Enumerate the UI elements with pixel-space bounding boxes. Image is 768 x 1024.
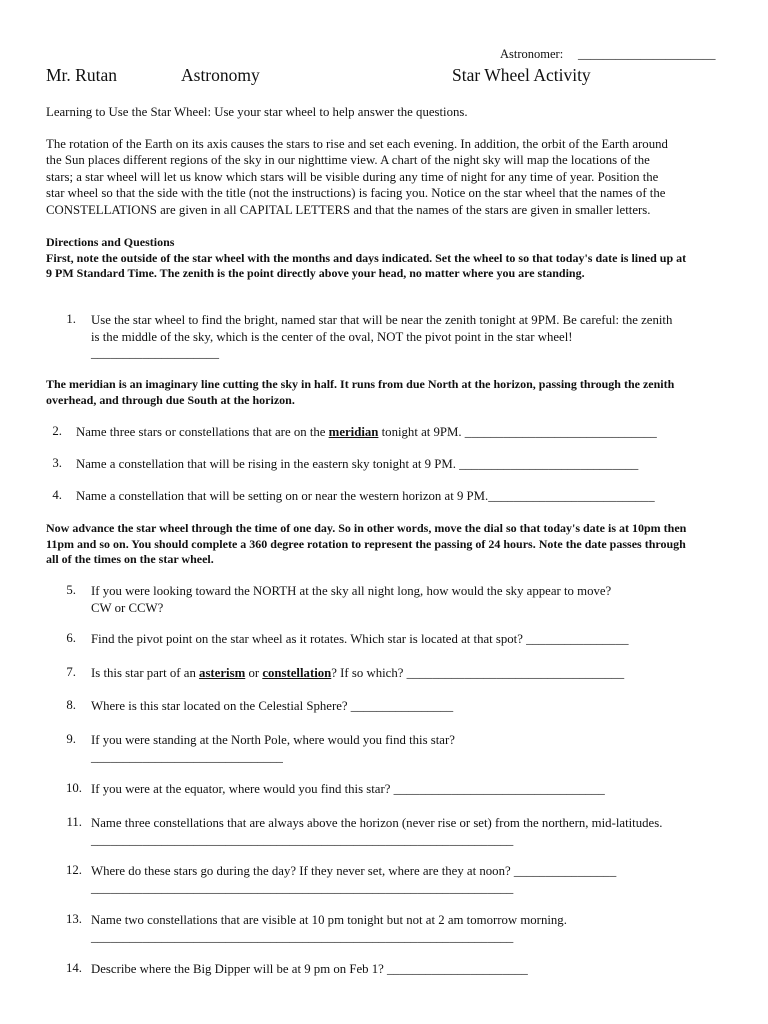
note-line: all of the times on the star wheel.: [46, 552, 214, 566]
question-6[interactable]: Find the pivot point on the star wheel as it rotates. Which star is located at that spot? ________________: [91, 632, 629, 646]
question-text-answer-blank[interactable]: Where do these stars go during the day? If they never set, where are they at noon? ________________: [91, 864, 617, 878]
constellation-term: constellation: [262, 666, 332, 680]
question-11: [91, 815, 662, 848]
intro-line: star wheel so that the side with the title (not the instructions) is facing you. Notice on the star wheel that the names of the: [46, 186, 666, 201]
meridian-note: [46, 377, 746, 408]
intro-paragraph: [46, 136, 746, 218]
question-14[interactable]: Describe where the Big Dipper will be at 9 pm on Feb 1? ______________________: [91, 962, 528, 976]
asterism-term: asterism: [199, 666, 246, 680]
question-number: 13.: [66, 912, 82, 926]
question-7: [91, 665, 624, 682]
question-1: [91, 312, 672, 362]
question-number: 14.: [66, 961, 82, 975]
question-4[interactable]: Name a constellation that will be setting on or near the western horizon at 9 PM.__________________________: [76, 489, 655, 503]
question-number: 5.: [66, 583, 76, 597]
advance-note: [46, 521, 746, 568]
question-3[interactable]: Name a constellation that will be rising in the eastern sky tonight at 9 PM. ____________________________: [76, 457, 639, 471]
note-line: 11pm and so on. You should complete a 360 degree rotation to represent the passing of 24 hours. Note the date passes through: [46, 536, 686, 551]
question-number: 7.: [66, 665, 76, 679]
question-number: 9.: [66, 732, 76, 746]
activity-title: Star Wheel Activity: [452, 65, 591, 85]
meridian-term: meridian: [328, 425, 379, 439]
question-number: 10.: [66, 781, 82, 795]
note-line: overhead, and through due South at the horizon.: [46, 392, 295, 407]
question-number: 1.: [66, 312, 76, 326]
question-8[interactable]: Where is this star located on the Celestial Sphere? ________________: [91, 699, 454, 713]
answer-blank[interactable]: ____________________: [91, 346, 219, 360]
directions-line: 9 PM Standard Time. The zenith is the point directly above your head, no matter where you are standing.: [46, 266, 585, 280]
question-text: is the middle of the sky, which is the center of the oval, NOT the pivot point in the star wheel!: [91, 329, 573, 344]
answer-blank[interactable]: ______________________________: [91, 749, 283, 764]
question-13: [91, 912, 567, 945]
note-line: Now advance the star wheel through the time of one day. So in other words, move the dial so that today's date is at 10pm then: [46, 521, 687, 535]
question-number: 8.: [66, 698, 76, 712]
question-5: [91, 583, 611, 616]
question-9: [91, 732, 455, 765]
question-number: 4.: [52, 488, 62, 502]
astronomer-label: Astronomer:: [500, 47, 564, 61]
question-text-answer-blank[interactable]: ? If so which? __________________________________: [331, 666, 625, 680]
question-text: If you were looking toward the NORTH at the sky all night long, how would the sky appear to move?: [91, 584, 612, 598]
question-10[interactable]: If you were at the equator, where would you find this star? _________________________________: [91, 782, 605, 796]
answer-blank[interactable]: __________________________________________________________________: [91, 929, 514, 944]
question-text: or: [245, 666, 263, 680]
answer-blank[interactable]: __________________________________________________________________: [91, 880, 514, 895]
question-number: 6.: [66, 631, 76, 645]
question-text: Name three stars or constellations that are on the: [76, 425, 329, 439]
directions-heading: Directions and Questions: [46, 235, 175, 249]
intro-line: CONSTELLATIONS are given in all CAPITAL LETTERS and that the names of the stars are given in smaller letters.: [46, 202, 651, 217]
question-text-answer-blank[interactable]: tonight at 9PM. ______________________________: [378, 425, 657, 439]
question-12: [91, 863, 616, 896]
teacher-name: Mr. Rutan: [46, 65, 117, 85]
subject-title: Astronomy: [181, 65, 260, 85]
intro-line: stars; a star wheel will let us know which stars will be visible during any time of night for any time of year. Position the: [46, 169, 659, 184]
question-number: 3.: [52, 456, 62, 470]
intro-line: The rotation of the Earth on its axis causes the stars to rise and set each evening. In addition, the orbit of the Earth around: [46, 137, 668, 151]
question-number: 11.: [66, 815, 82, 829]
question-text: If you were standing at the North Pole, where would you find this star?: [91, 733, 455, 747]
astronomer-name-blank[interactable]: ______________________: [578, 47, 716, 61]
directions-block: [46, 235, 746, 282]
note-line: The meridian is an imaginary line cutting the sky in half. It runs from due North at the horizon, passing through the zenith: [46, 377, 675, 391]
question-2: [76, 424, 657, 441]
question-text: Name three constellations that are always above the horizon (never rise or set) from the northern, mid-latitudes.: [91, 816, 663, 830]
learning-line: Learning to Use the Star Wheel: Use your star wheel to help answer the questions.: [46, 105, 468, 119]
question-text: Name two constellations that are visible at 10 pm tonight but not at 2 am tomorrow morning.: [91, 913, 567, 927]
question-number: 2.: [52, 424, 62, 438]
intro-line: the Sun places different regions of the sky in our nighttime view. A chart of the night sky will map the locations of the: [46, 153, 650, 168]
directions-line: First, note the outside of the star wheel with the months and days indicated. Set the wheel to so that today's date is lined up at: [46, 250, 687, 265]
question-number: 12.: [66, 863, 82, 877]
answer-blank[interactable]: __________________________________________________________________: [91, 832, 514, 847]
question-options: CW or CCW?: [91, 600, 164, 615]
question-text: Is this star part of an: [91, 666, 200, 680]
question-text: Use the star wheel to find the bright, named star that will be near the zenith tonight at 9PM. Be careful: the zenith: [91, 313, 673, 327]
